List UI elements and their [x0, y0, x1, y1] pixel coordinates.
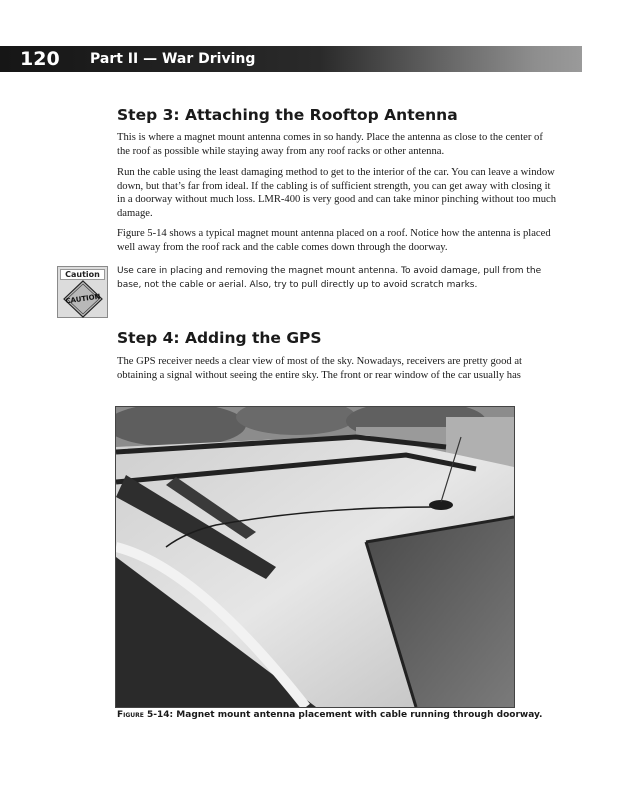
- header-bar: [0, 46, 582, 72]
- caution-text: Use care in placing and removing the magnet mount antenna. To avoid damage, pull from the base, not the cable or aerial. Also, try to pull directly up to avoid scratch marks.: [117, 266, 542, 290]
- paragraph: This is where a magnet mount antenna comes in so handy. Place the antenna as close to the center of the roof as possible while staying away from any roof racks or other antenna.: [117, 132, 543, 157]
- caution-sign-text: CAUTION: [65, 292, 101, 306]
- figure-label: Figure 5-14:: [117, 710, 174, 720]
- page-number: 120: [20, 48, 60, 70]
- figure-caption: [117, 710, 542, 720]
- paragraph: Figure 5-14 shows a typical magnet mount antenna placed on a roof. Notice how the antenna is placed well away from the roof rack and the cable comes down through the doorway.: [117, 228, 551, 253]
- paragraph: The GPS receiver needs a clear view of most of the sky. Nowadays, receivers are pretty good at obtaining a signal without seeing the entire sky. The front or rear window of the car usually has: [117, 356, 522, 381]
- caution-label: Caution: [60, 269, 105, 280]
- car-roof-antenna-photo: [116, 407, 514, 707]
- figure-photo: [115, 406, 515, 708]
- section-heading-step-3: Step 3: Attaching the Rooftop Antenna: [117, 106, 458, 124]
- paragraph: Run the cable using the least damaging method to get to the interior of the car. You can leave a window down, but that’s far from ideal. If the cabling is of sufficient strength, you can get away with closing it in a doorway without much loss. LMR-400 is very good and can take minor pinching without too much damage.: [117, 167, 556, 219]
- figure-caption-text: Magnet mount antenna placement with cable running through doorway.: [176, 710, 543, 720]
- running-head: Part II — War Driving: [90, 51, 256, 67]
- caution-icon: [57, 266, 108, 318]
- section-heading-step-4: Step 4: Adding the GPS: [117, 329, 322, 347]
